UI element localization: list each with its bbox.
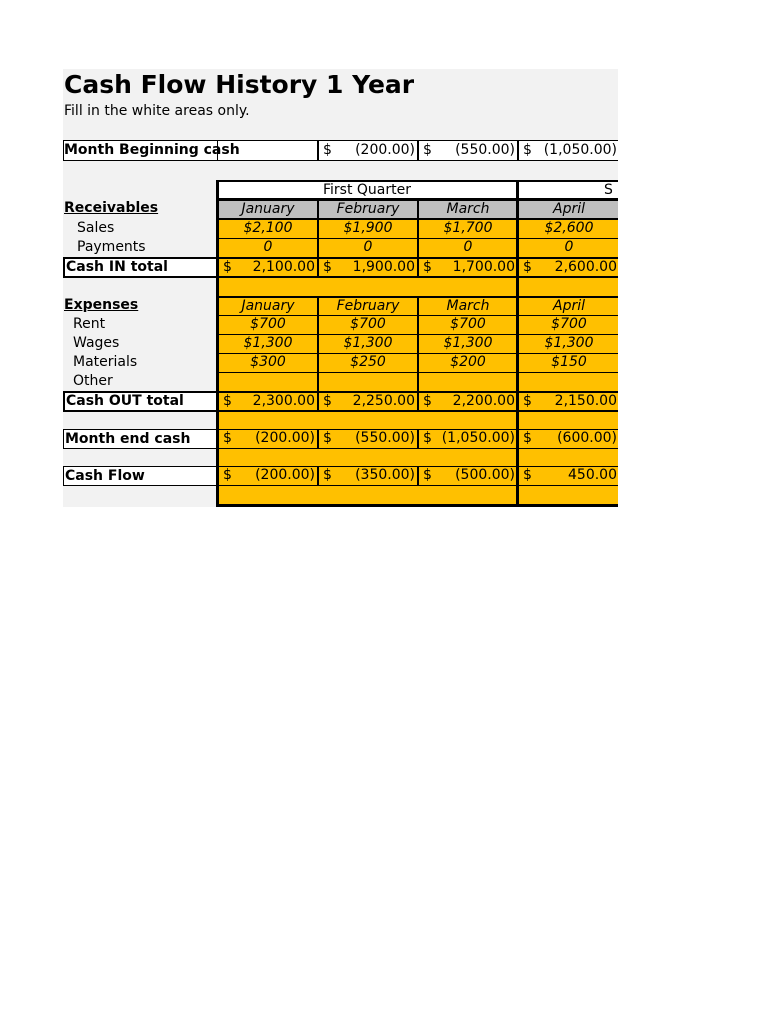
payments-mar: 0 — [418, 238, 518, 258]
other-mar — [418, 372, 518, 393]
wages-apr: $1,300 — [518, 334, 618, 354]
quarter-border-bottom — [216, 504, 618, 507]
cash-flow-label: Cash Flow — [63, 466, 219, 486]
wages-feb: $1,300 — [318, 334, 418, 354]
wages-jan: $1,300 — [218, 334, 318, 354]
other-feb — [318, 372, 418, 393]
cash-out-jan: $ 2,300.00 — [218, 391, 318, 412]
month-end-apr: $ (600.00) — [518, 429, 618, 449]
month-end-cash-label: Month end cash — [63, 429, 219, 449]
beginning-cash-mar: $ (550.00) — [418, 140, 518, 161]
cash-in-mar: $ 1,700.00 — [418, 257, 518, 278]
beginning-cash-feb: $ (200.00) — [318, 140, 418, 161]
spacer-band-4 — [218, 486, 618, 505]
rent-label: Rent — [73, 316, 106, 332]
sales-jan: $2,100 — [218, 219, 318, 239]
expense-month-mar: March — [418, 296, 518, 316]
beginning-cash-label-text: Month Beginning cash — [64, 142, 240, 158]
beginning-cash-apr: $ (1,050.00) — [518, 140, 618, 161]
payments-feb: 0 — [318, 238, 418, 258]
cash-in-jan: $ 2,100.00 — [218, 257, 318, 278]
quarter-border-divider — [516, 180, 519, 507]
materials-label: Materials — [73, 354, 138, 370]
sales-mar: $1,700 — [418, 219, 518, 239]
month-end-mar: $ (1,050.00) — [418, 429, 518, 449]
cash-in-feb: $ 1,900.00 — [318, 257, 418, 278]
quarter-border-left — [216, 180, 219, 507]
cash-out-mar: $ 2,200.00 — [418, 391, 518, 412]
other-label: Other — [73, 373, 113, 389]
rent-jan: $700 — [218, 315, 318, 335]
payments-label: Payments — [77, 239, 146, 255]
spreadsheet — [63, 69, 618, 507]
payments-jan: 0 — [218, 238, 318, 258]
other-apr — [518, 372, 618, 393]
spacer-band-1 — [218, 278, 618, 297]
month-end-feb: $ (550.00) — [318, 429, 418, 449]
month-header-jan: January — [218, 200, 318, 219]
sales-label: Sales — [77, 220, 115, 236]
cash-flow-mar: $ (500.00) — [418, 466, 518, 486]
expense-month-feb: February — [318, 296, 418, 316]
cash-out-apr: $ 2,150.00 — [518, 391, 618, 412]
quarter-header-second: S — [516, 180, 618, 200]
cash-out-total-label: Cash OUT total — [63, 391, 220, 412]
sales-feb: $1,900 — [318, 219, 418, 239]
month-header-feb: February — [318, 200, 418, 219]
materials-mar: $200 — [418, 353, 518, 373]
cash-in-apr: $ 2,600.00 — [518, 257, 618, 278]
expenses-label: Expenses — [64, 297, 139, 313]
rent-feb: $700 — [318, 315, 418, 335]
spacer-band-3 — [218, 449, 618, 466]
rent-apr: $700 — [518, 315, 618, 335]
cash-out-feb: $ 2,250.00 — [318, 391, 418, 412]
month-header-apr: April — [518, 200, 618, 219]
expense-month-apr: April — [518, 296, 618, 316]
month-end-jan: $ (200.00) — [218, 429, 318, 449]
cash-flow-jan: $ (200.00) — [218, 466, 318, 486]
payments-apr: 0 — [518, 238, 618, 258]
receivables-label: Receivables — [64, 200, 159, 216]
sales-apr: $2,600 — [518, 219, 618, 239]
other-jan — [218, 372, 318, 393]
expense-month-jan: January — [218, 296, 318, 316]
wages-mar: $1,300 — [418, 334, 518, 354]
materials-jan: $300 — [218, 353, 318, 373]
materials-feb: $250 — [318, 353, 418, 373]
instructions-text: Fill in the white areas only. — [64, 103, 250, 119]
rent-mar: $700 — [418, 315, 518, 335]
cash-in-total-label: Cash IN total — [63, 257, 220, 278]
quarter-header-first: First Quarter — [216, 180, 518, 200]
month-header-mar: March — [418, 200, 518, 219]
cash-flow-feb: $ (350.00) — [318, 466, 418, 486]
materials-apr: $150 — [518, 353, 618, 373]
spacer-band-2 — [218, 412, 618, 429]
page-title: Cash Flow History 1 Year — [64, 70, 415, 99]
wages-label: Wages — [73, 335, 120, 351]
cash-flow-apr: $ 450.00 — [518, 466, 618, 486]
